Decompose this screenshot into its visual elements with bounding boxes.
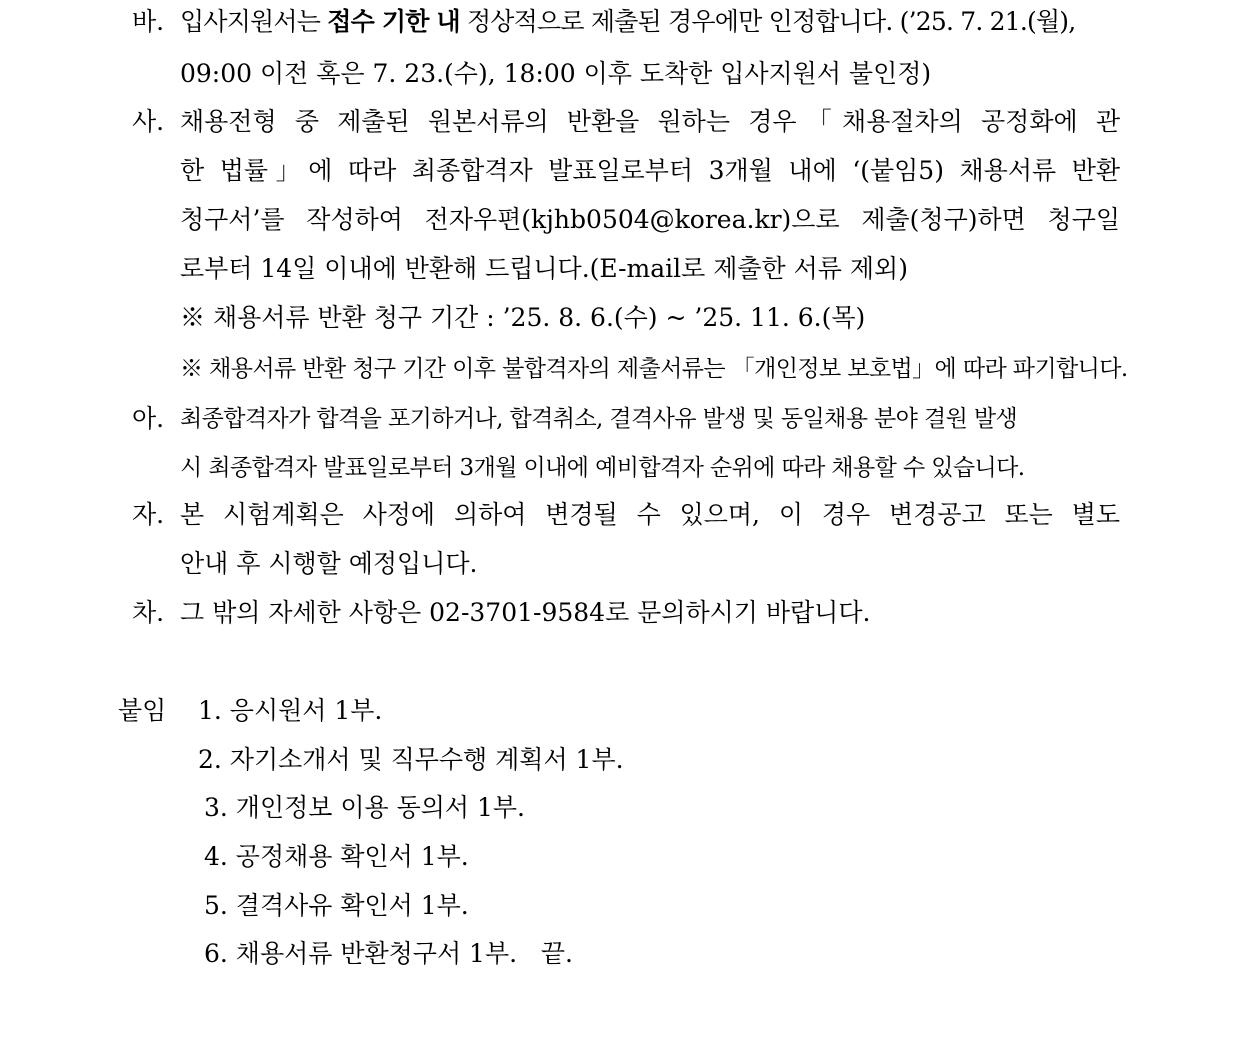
item-ba-line-1 [180, 5, 1120, 39]
item-sa-line-4: 로부터 14일 이내에 반환해 드립니다.(E-mail로 제출한 서류 제외) [180, 254, 908, 283]
attachment-item-5: 5. 결격사유 확인서 1부. [204, 891, 469, 920]
attachment-item-4: 4. 공정채용 확인서 1부. [204, 842, 469, 871]
item-sa-line-2: 한 법률」에 따라 최종합격자 발표일로부터 3개월 내에 ‘(붙임5) 채용서류 반환 [180, 156, 1120, 185]
item-ba-line-1-post: 정상적으로 제출된 경우에만 인정합니다. (’25. 7. 21.(월), [459, 7, 1076, 36]
item-cha-line-1: 그 밖의 자세한 사항은 02-3701-9584로 문의하시기 바랍니다. [180, 598, 871, 627]
item-a-line-1: 최종합격자가 합격을 포기하거나, 합격취소, 결격사유 발생 및 동일채용 분야 결원 발생 [180, 406, 1018, 432]
item-ba-line-1-pre: 입사지원서는 [180, 7, 328, 36]
attachment-item-2: 2. 자기소개서 및 직무수행 계획서 1부. [198, 745, 624, 774]
attachment-item-6: 6. 채용서류 반환청구서 1부. 끝. [204, 939, 573, 968]
item-sa-note-period: ※ 채용서류 반환 청구 기간 : ’25. 8. 6.(수) ~ ’25. 11. 6.(목) [180, 303, 866, 332]
item-sa-line-1: 채용전형 중 제출된 원본서류의 반환을 원하는 경우「채용절차의 공정화에 관 [180, 107, 1120, 136]
item-ja-line-2: 안내 후 시행할 예정입니다. [180, 549, 478, 578]
item-sa-note-disposal: ※ 채용서류 반환 청구 기간 이후 불합격자의 제출서류는 「개인정보 보호법」에 따라 파기합니다. [180, 356, 1128, 382]
item-marker-a: 아. [132, 404, 165, 433]
item-ja-line-1: 본 시험계획은 사정에 의하여 변경될 수 있으며, 이 경우 변경공고 또는 별도 [180, 500, 1120, 529]
item-sa-line-3: 청구서’를 작성하여 전자우편(kjhb0504@korea.kr)으로 제출(청구)하면 청구일 [180, 205, 1120, 234]
item-marker-cha: 차. [132, 598, 165, 627]
attachment-item-1: 1. 응시원서 1부. [198, 696, 383, 725]
deadline-emphasis: 접수 기한 내 [327, 7, 460, 36]
item-marker-sa: 사. [132, 107, 165, 136]
item-marker-ja: 자. [132, 500, 165, 529]
item-a-line-2: 시 최종합격자 발표일로부터 3개월 이내에 예비합격자 순위에 따라 채용할 수 있습니다. [180, 455, 1025, 481]
item-marker-ba: 바. [132, 7, 165, 36]
item-ba-line-2: 09:00 이전 혹은 7. 23.(수), 18:00 이후 도착한 입사지원서 불인정) [180, 59, 932, 88]
attachments-label: 붙임 [118, 696, 167, 725]
attachment-item-3: 3. 개인정보 이용 동의서 1부. [204, 793, 525, 822]
